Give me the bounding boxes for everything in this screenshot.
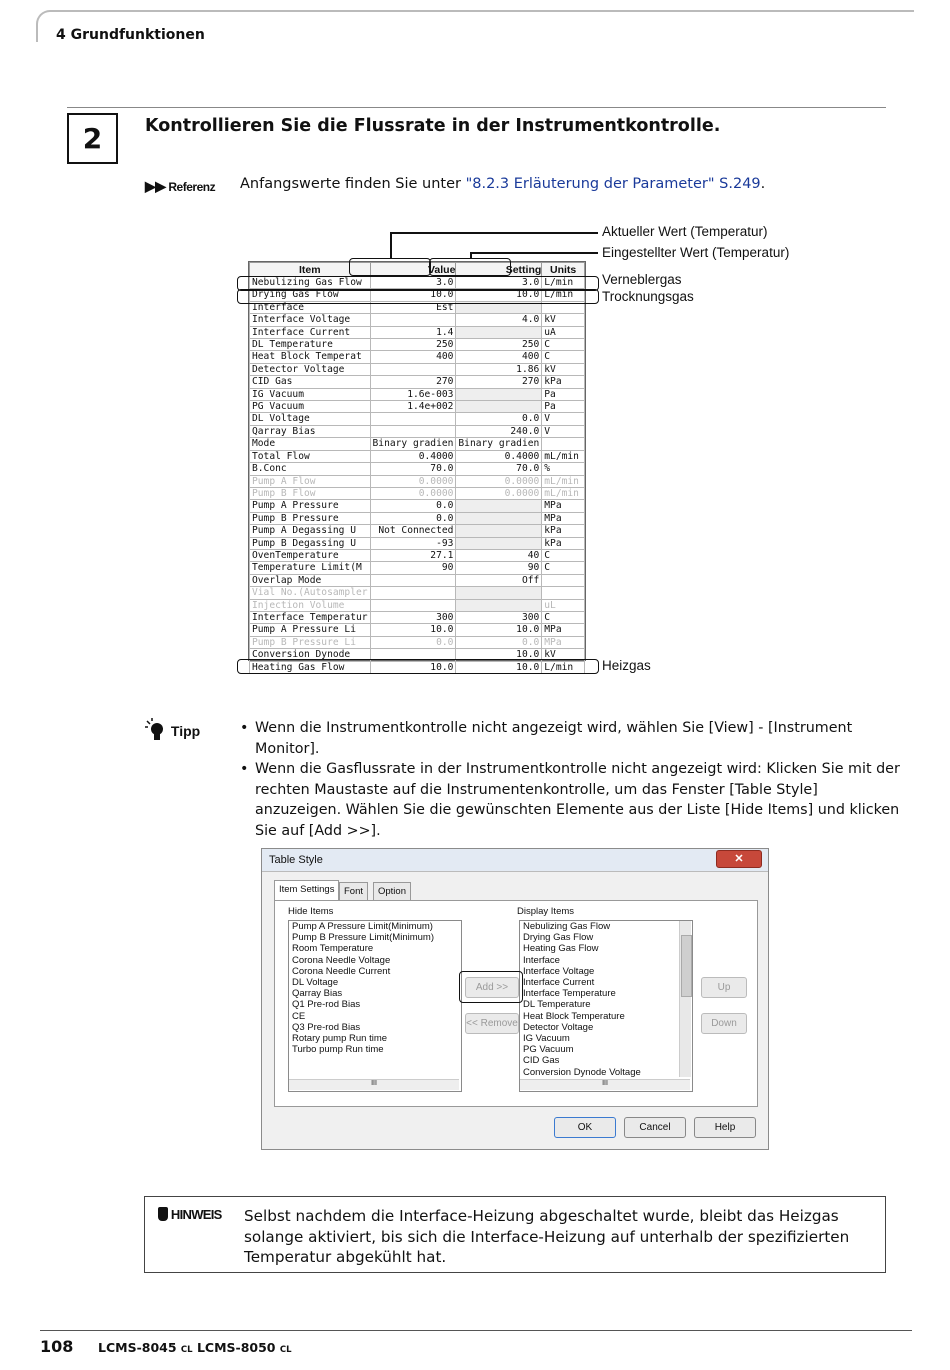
list-item[interactable]: Drying Gas Flow	[523, 932, 594, 944]
step-number: 2	[67, 113, 118, 164]
table-cell-item: B.Conc	[250, 463, 371, 475]
table-cell-setting: 400	[456, 351, 542, 363]
table-cell-units: C	[542, 339, 585, 351]
list-item[interactable]: Qarray Bias	[292, 988, 343, 1000]
table-cell-units: Pa	[542, 388, 585, 400]
table-header-cell[interactable]: Units	[542, 263, 585, 277]
callout-heating: Heizgas	[602, 658, 651, 673]
table-cell-item: Overlap Mode	[250, 574, 371, 586]
reference-text: Anfangswerte finden Sie unter "8.2.3 Erläuterung der Parameter" S.249.	[240, 176, 766, 192]
table-cell-item: Qarray Bias	[250, 425, 371, 437]
list-item[interactable]: Heating Gas Flow	[523, 943, 599, 955]
table-cell-item: Conversion Dynode	[250, 649, 371, 661]
table-cell-value	[370, 574, 456, 586]
table-cell-units: uL	[542, 599, 585, 611]
table-row	[250, 549, 585, 561]
table-row	[250, 562, 585, 574]
table-row	[250, 401, 585, 413]
table-cell-item: Detector Voltage	[250, 363, 371, 375]
list-item[interactable]: PG Vacuum	[523, 1044, 574, 1056]
list-item[interactable]: Turbo pump Run time	[292, 1044, 384, 1056]
table-row	[250, 512, 585, 524]
list-item[interactable]: DL Voltage	[292, 977, 339, 989]
table-style-dialog	[261, 848, 769, 1150]
table-cell-units: C	[542, 351, 585, 363]
table-row	[250, 438, 585, 450]
instrument-monitor-table	[248, 261, 586, 673]
list-item[interactable]: Interface	[523, 954, 560, 966]
table-cell-setting	[456, 388, 542, 400]
table-cell-value: 0.4000	[370, 450, 456, 462]
table-cell-value	[370, 363, 456, 375]
table-cell-value: 400	[370, 351, 456, 363]
table-cell-units: mL/min	[542, 450, 585, 462]
list-item[interactable]: Q1 Pre-rod Bias	[292, 999, 361, 1011]
table-row	[250, 376, 585, 388]
table-cell-units: MPa	[542, 636, 585, 648]
list-item[interactable]: CE	[292, 1010, 306, 1022]
table-cell-setting: Off	[456, 574, 542, 586]
table-cell-setting: 0.0	[456, 413, 542, 425]
reference-marker	[145, 178, 215, 195]
list-item[interactable]: DL Temperature	[523, 999, 591, 1011]
table-cell-setting: 0.0000	[456, 475, 542, 487]
table-cell-units: kV	[542, 314, 585, 326]
step-title: Kontrollieren Sie die Flussrate in der Instrumentkontrolle.	[145, 116, 721, 136]
down-button[interactable]: Down	[701, 1013, 747, 1034]
scrollbar-thumb[interactable]	[681, 935, 692, 997]
list-item[interactable]: Pump A Pressure Limit(Minimum)	[292, 921, 433, 932]
table-row	[250, 611, 585, 623]
hide-items-list[interactable]	[288, 920, 462, 1092]
table-cell-item: Pump B Flow	[250, 487, 371, 499]
table-row	[250, 525, 585, 537]
table-row	[250, 363, 585, 375]
list-item[interactable]: Room Temperature	[292, 943, 374, 955]
table-cell-item: Interface Voltage	[250, 314, 371, 326]
table-cell-value: 1.4	[370, 326, 456, 338]
table-cell-setting	[456, 326, 542, 338]
table-cell-item: Interface	[250, 301, 371, 313]
reference-link[interactable]: "8.2.3 Erläuterung der Parameter" S.249	[465, 176, 761, 192]
tip-list	[240, 718, 900, 841]
reference-label: Referenz	[168, 180, 216, 194]
tab-option[interactable]: Option	[373, 882, 411, 900]
table-cell-item: Pump A Degassing U	[250, 525, 371, 537]
table-cell-value	[370, 587, 456, 599]
display-list-scrollbar[interactable]	[679, 921, 691, 1077]
table-cell-value: 270	[370, 376, 456, 388]
table-cell-value: 300	[370, 611, 456, 623]
table-cell-value: Est	[370, 301, 456, 313]
table-cell-value	[370, 599, 456, 611]
heating-row-highlight	[237, 659, 599, 674]
lightbulb-icon	[145, 718, 167, 742]
table-cell-item: CID Gas	[250, 376, 371, 388]
table-cell-setting: Binary gradien	[456, 438, 542, 450]
table-cell-units: MPa	[542, 624, 585, 636]
tab-item-settings[interactable]: Item Settings	[274, 880, 339, 901]
cancel-button[interactable]: Cancel	[624, 1117, 686, 1138]
drying-row-highlight	[237, 289, 599, 304]
table-cell-units: L/min	[542, 277, 585, 289]
table-cell-setting	[456, 599, 542, 611]
table-cell-setting: 250	[456, 339, 542, 351]
table-cell-item: Pump A Pressure	[250, 500, 371, 512]
table-cell-value: -93	[370, 537, 456, 549]
list-item[interactable]: CID Gas	[523, 1055, 560, 1067]
table-cell-setting: 10.0	[456, 661, 542, 673]
table-cell-setting: 270	[456, 376, 542, 388]
chapter-title: 4 Grundfunktionen	[56, 27, 205, 43]
list-item[interactable]: Q3 Pre-rod Bias	[292, 1021, 361, 1033]
table-cell-units: MPa	[542, 500, 585, 512]
table-cell-value: Binary gradien	[370, 438, 456, 450]
table-cell-value: 0.0	[370, 500, 456, 512]
value-column-highlight	[349, 258, 431, 276]
list-item[interactable]: Interface Current	[523, 977, 595, 989]
table-cell-value: 1.4e+002	[370, 401, 456, 413]
table-row	[250, 326, 585, 338]
table-cell-setting: 300	[456, 611, 542, 623]
note-label: HINWEIS	[170, 1207, 222, 1222]
table-cell-units: C	[542, 611, 585, 623]
table-cell-setting	[456, 500, 542, 512]
table-cell-value	[370, 314, 456, 326]
table-cell-units: V	[542, 413, 585, 425]
list-item[interactable]: Heat Block Temperature	[523, 1010, 625, 1022]
table-cell-item: Interface Current	[250, 326, 371, 338]
hide-list-hscroll[interactable]: III	[289, 1079, 459, 1090]
table-cell-setting	[456, 525, 542, 537]
note-text: Selbst nachdem die Interface-Heizung abgeschaltet wurde, bleibt das Heizgas solange aktiviert, bis sich die Interface-Heizung auf unterhalb der spezifizierten Temperatur abgekühlt hat.	[244, 1207, 850, 1266]
list-item[interactable]: Rotary pump Run time	[292, 1033, 388, 1045]
table-cell-setting: 10.0	[456, 624, 542, 636]
callout-set-value: Eingestellter Wert (Temperatur)	[602, 245, 790, 260]
table-cell-value: 10.0	[370, 624, 456, 636]
table-row	[250, 636, 585, 648]
table-row	[250, 599, 585, 611]
table-cell-item: OvenTemperature	[250, 549, 371, 561]
up-button[interactable]: Up	[701, 977, 747, 998]
table-cell-item: Interface Temperatur	[250, 611, 371, 623]
table-cell-setting: 0.0000	[456, 487, 542, 499]
table-row	[250, 339, 585, 351]
table-cell-units	[542, 587, 585, 599]
item-settings-pane	[274, 900, 758, 1107]
table-cell-setting	[456, 587, 542, 599]
callout-line	[390, 232, 598, 234]
table-cell-item: Pump A Flow	[250, 475, 371, 487]
table-row	[250, 463, 585, 475]
table-cell-setting: 240.0	[456, 425, 542, 437]
table-cell-setting: 0.4000	[456, 450, 542, 462]
table-row	[250, 587, 585, 599]
table-cell-units: kV	[542, 649, 585, 661]
hide-items-label: Hide Items	[288, 906, 334, 917]
table-cell-item: PG Vacuum	[250, 401, 371, 413]
table-cell-value: 0.0	[370, 512, 456, 524]
callout-nebulizer: Verneblergas	[602, 272, 682, 287]
table-cell-value	[370, 425, 456, 437]
close-icon[interactable]: ✕	[716, 850, 762, 868]
tip-label: Tipp	[170, 723, 201, 739]
table-row	[250, 351, 585, 363]
table-cell-value: 1.6e-003	[370, 388, 456, 400]
list-item[interactable]: Nebulizing Gas Flow	[523, 921, 611, 932]
table-cell-units: Pa	[542, 401, 585, 413]
callout-line	[470, 252, 598, 254]
tab-font[interactable]: Font	[339, 882, 368, 900]
table-cell-item: Pump A Pressure Li	[250, 624, 371, 636]
dialog-titlebar	[262, 849, 768, 872]
table-cell-setting: 90	[456, 562, 542, 574]
dialog-title: Table Style	[269, 854, 323, 866]
table-cell-value: 90	[370, 562, 456, 574]
table-cell-item: Total Flow	[250, 450, 371, 462]
table-cell-item: Temperature Limit(M	[250, 562, 371, 574]
table-cell-units: kPa	[542, 537, 585, 549]
table-cell-item: DL Temperature	[250, 339, 371, 351]
table-cell-units: kPa	[542, 376, 585, 388]
table-cell-units: L/min	[542, 289, 585, 301]
table-row	[250, 487, 585, 499]
table-row	[250, 388, 585, 400]
table-cell-item: Injection Volume	[250, 599, 371, 611]
table-cell-item: Drying Gas Flow	[250, 289, 371, 301]
table-cell-setting: 3.0	[456, 277, 542, 289]
table-cell-item: Heating Gas Flow	[250, 661, 371, 673]
double-arrow-icon: ▶▶	[145, 178, 166, 194]
table-cell-item: DL Voltage	[250, 413, 371, 425]
table-cell-units	[542, 574, 585, 586]
remove-button[interactable]: << Remove	[465, 1013, 519, 1034]
table-cell-setting	[456, 512, 542, 524]
list-item[interactable]: Detector Voltage	[523, 1021, 594, 1033]
tip-bullet: • Wenn die Gasflussrate in der Instrumentkontrolle nicht angezeigt wird: Klicken Sie mit der rechten Maustaste auf die Instrumentenkontrolle, um das Fenster [Table Style] anzuzeigen. Wählen Sie die gewünschten Elemente aus der Liste [Hide Items] und klicken Sie auf [Add >>].	[240, 759, 900, 841]
table-cell-setting: 0.0	[456, 636, 542, 648]
table-row	[250, 425, 585, 437]
table-cell-units: mL/min	[542, 475, 585, 487]
table-cell-setting: 10.0	[456, 649, 542, 661]
footer-rule	[40, 1330, 912, 1331]
table-header-cell[interactable]: Setting	[456, 263, 542, 277]
table-cell-value: 70.0	[370, 463, 456, 475]
add-button[interactable]: Add >>	[465, 977, 519, 998]
hand-icon	[158, 1207, 168, 1221]
table-cell-setting	[456, 537, 542, 549]
table-cell-value: 250	[370, 339, 456, 351]
table-cell-setting: 10.0	[456, 289, 542, 301]
table-header-cell[interactable]: Item	[250, 263, 371, 277]
table-cell-item: Vial No.(Autosampler	[250, 587, 371, 599]
section-divider	[67, 107, 886, 108]
table-row	[250, 624, 585, 636]
table-row	[250, 500, 585, 512]
display-list-hscroll[interactable]: III	[520, 1079, 690, 1090]
table-cell-item: Pump B Degassing U	[250, 537, 371, 549]
tip-marker	[145, 718, 200, 742]
table-cell-units: C	[542, 549, 585, 561]
table-cell-setting: 4.0	[456, 314, 542, 326]
table-row	[250, 574, 585, 586]
table-cell-value: 0.0000	[370, 487, 456, 499]
tip-bullet: • Wenn die Instrumentkontrolle nicht angezeigt wird, wählen Sie [View] - [Instrument Monitor].	[240, 718, 900, 759]
table-cell-item: IG Vacuum	[250, 388, 371, 400]
table-cell-units: %	[542, 463, 585, 475]
table-row	[250, 314, 585, 326]
table-cell-value: 3.0	[370, 277, 456, 289]
table-cell-item: Pump B Pressure Li	[250, 636, 371, 648]
page-number: 108	[40, 1337, 74, 1356]
table-cell-value: 0.0	[370, 636, 456, 648]
list-item[interactable]: Interface Voltage	[523, 965, 595, 977]
table-cell-value: Not Connected	[370, 525, 456, 537]
display-items-label: Display Items	[517, 906, 575, 917]
table-cell-item: Pump B Pressure	[250, 512, 371, 524]
table-row	[250, 475, 585, 487]
table-cell-value: 0.0000	[370, 475, 456, 487]
table-cell-units: mL/min	[542, 487, 585, 499]
setting-column-highlight	[429, 258, 511, 276]
table-cell-value: 10.0	[370, 661, 456, 673]
table-cell-setting: 40	[456, 549, 542, 561]
note-marker	[158, 1207, 222, 1222]
callout-current-value: Aktueller Wert (Temperatur)	[602, 224, 768, 239]
table-cell-value: 27.1	[370, 549, 456, 561]
list-item[interactable]: Interface Temperature	[523, 988, 616, 1000]
list-item[interactable]: Conversion Dynode Voltage	[523, 1066, 641, 1078]
table-cell-units: kPa	[542, 525, 585, 537]
table-cell-units: MPa	[542, 512, 585, 524]
table-cell-units: uA	[542, 326, 585, 338]
table-cell-units: C	[542, 562, 585, 574]
table-cell-value	[370, 413, 456, 425]
table-header-cell[interactable]: Value	[370, 263, 456, 277]
table-cell-item: Mode	[250, 438, 371, 450]
product-name: LCMS-8045 CL LCMS-8050 CL	[98, 1340, 292, 1355]
table-cell-units: V	[542, 425, 585, 437]
table-row	[250, 450, 585, 462]
ok-button[interactable]: OK	[554, 1117, 616, 1138]
display-items-list[interactable]	[519, 920, 693, 1092]
table-cell-item: Nebulizing Gas Flow	[250, 277, 371, 289]
table-cell-setting: 1.86	[456, 363, 542, 375]
add-button-highlight	[459, 971, 523, 1003]
list-item[interactable]: Pump B Pressure Limit(Minimum)	[292, 932, 434, 944]
list-item[interactable]: IG Vacuum	[523, 1033, 570, 1045]
help-button[interactable]: Help	[694, 1117, 756, 1138]
table-cell-value: 10.0	[370, 289, 456, 301]
table-cell-units	[542, 438, 585, 450]
callout-drying: Trocknungsgas	[602, 289, 694, 304]
list-item[interactable]: Corona Needle Voltage	[292, 954, 391, 966]
list-item[interactable]: Corona Needle Current	[292, 965, 391, 977]
table-cell-item: Heat Block Temperat	[250, 351, 371, 363]
table-cell-units: L/min	[542, 661, 585, 673]
table-row	[250, 537, 585, 549]
callout-line	[390, 232, 392, 258]
table-cell-setting: 70.0	[456, 463, 542, 475]
table-cell-units: kV	[542, 363, 585, 375]
table-row	[250, 413, 585, 425]
table-cell-setting	[456, 401, 542, 413]
